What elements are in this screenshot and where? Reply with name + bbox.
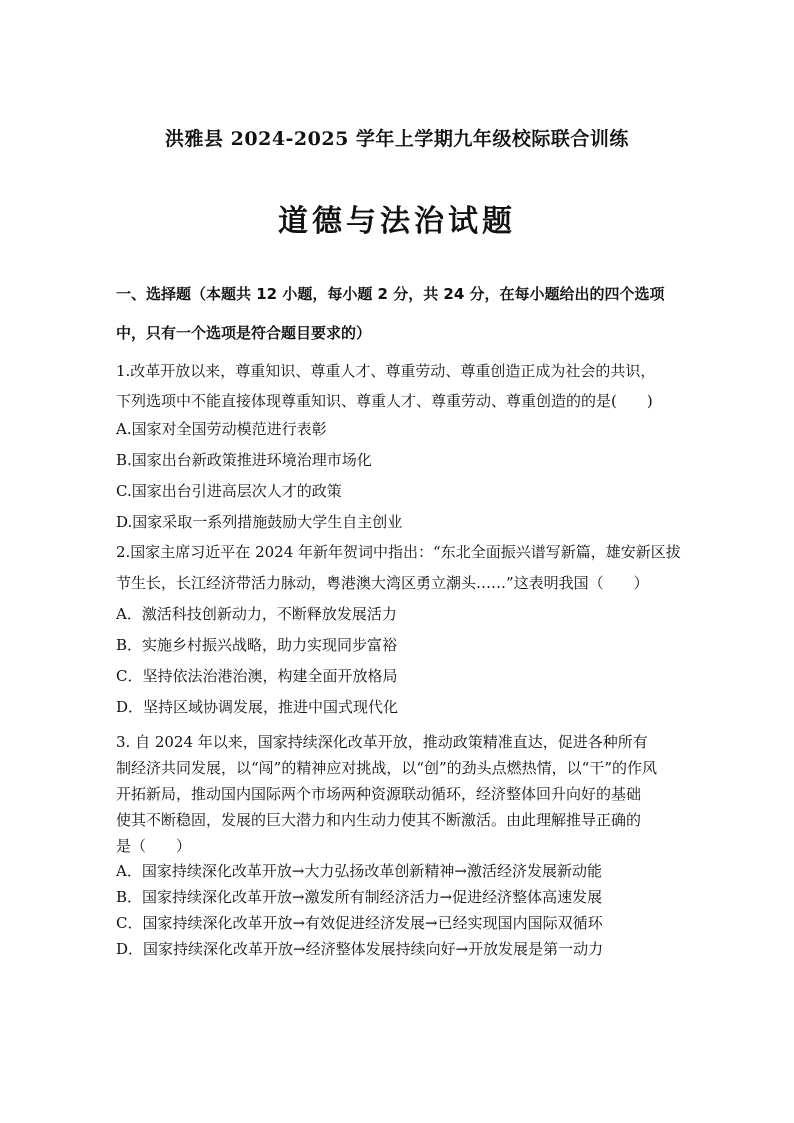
section-heading-line-2: 中，只有一个选项是符合题目要求的） xyxy=(116,324,372,342)
answer-option-a: A．国家持续深化改革开放→大力弘扬改革创新精神→激活经济发展新动能 xyxy=(116,862,602,880)
answer-option-b: B．实施乡村振兴战略，助力实现同步富裕 xyxy=(116,636,398,654)
question-stem-line: 3. 自 2024 年以来，国家持续深化改革开放，推动政策精准直达，促进各种所有 xyxy=(116,733,648,751)
question-stem-line: 1.改革开放以来，尊重知识、尊重人才、尊重劳动、尊重创造正成为社会的共识， xyxy=(116,362,656,380)
answer-option-d: D．国家持续深化改革开放→经济整体发展持续向好→开放发展是第一动力 xyxy=(116,940,604,958)
question-stem-line: 下列选项中不能直接体现尊重知识、尊重人才、尊重劳动、尊重创造的的是( ) xyxy=(116,392,653,410)
subject-title: 道德与法治试题 xyxy=(278,204,516,239)
answer-option-c: C．坚持依法治港治澳，构建全面开放格局 xyxy=(116,667,398,685)
question-stem-line: 制经济共同发展，以“闯”的精神应对挑战，以“创”的劲头点燃热情，以“干”的作风 xyxy=(116,759,658,777)
question-stem-line: 开拓新局，推动国内国际两个市场两种资源联动循环，经济整体回升向好的基础 xyxy=(116,785,642,803)
question-stem-line: 节生长，长江经济带活力脉动，粤港澳大湾区勇立潮头……”这表明我国（ ） xyxy=(116,574,649,592)
answer-option-c: C.国家出台引进高层次人才的政策 xyxy=(116,482,342,500)
answer-option-c: C．国家持续深化改革开放→有效促进经济发展→已经实现国内国际双循环 xyxy=(116,914,603,932)
question-stem-line: 2.国家主席习近平在 2024 年新年贺词中指出：“东北全面振兴谱写新篇，雄安新区拔 xyxy=(116,543,681,561)
answer-option-a: A．激活科技创新动力，不断释放发展活力 xyxy=(116,605,397,623)
section-heading-line-1: 一、选择题（本题共 12 小题，每小题 2 分，共 24 分，在每小题给出的四个选项 xyxy=(116,285,665,303)
question-stem-line: 是（ ） xyxy=(116,837,192,855)
answer-option-d: D．坚持区域协调发展，推进中国式现代化 xyxy=(116,698,399,716)
answer-option-d: D.国家采取一系列措施鼓励大学生自主创业 xyxy=(116,513,403,531)
question-stem-line: 使其不断稳固，发展的巨大潜力和内生动力使其不断激活。由此理解推导正确的 xyxy=(116,811,642,829)
exam-header-title: 洪雅县 2024-2025 学年上学期九年级校际联合训练 xyxy=(165,128,629,150)
answer-option-a: A.国家对全国劳动模范进行表彰 xyxy=(116,420,327,438)
answer-option-b: B.国家出台新政策推进环境治理市场化 xyxy=(116,451,372,469)
answer-option-b: B．国家持续深化改革开放→激发所有制经济活力→促进经济整体高速发展 xyxy=(116,888,603,906)
